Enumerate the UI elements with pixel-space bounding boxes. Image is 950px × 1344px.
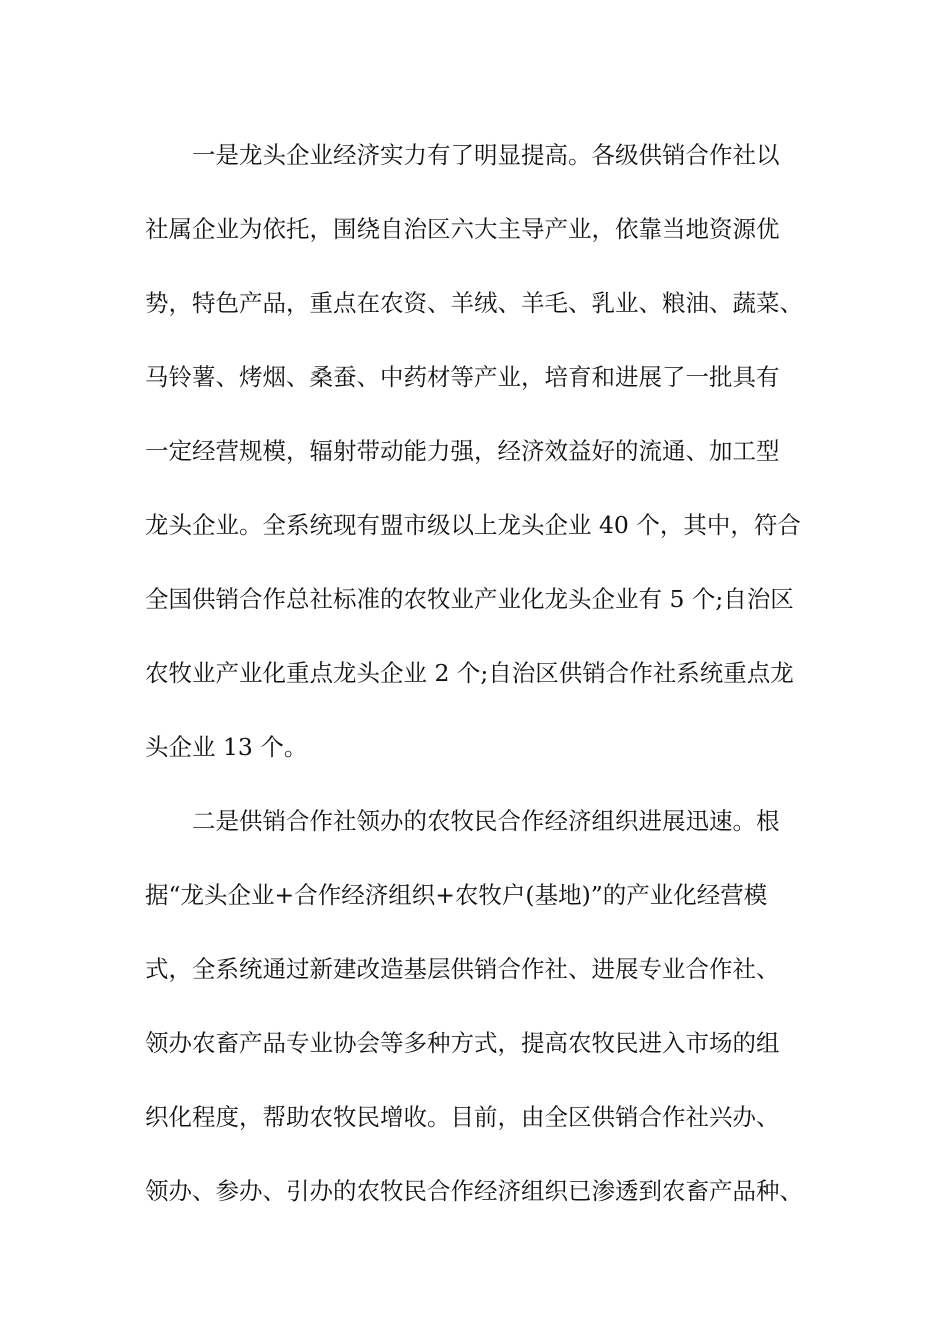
paragraph-2-line-4: 领办农畜产品专业协会等多种方式，提高农牧民进入市场的组	[145, 1029, 780, 1057]
paragraph-1-line-8: 农牧业产业化重点龙头企业 2 个;自治区供销合作社系统重点龙	[145, 659, 794, 687]
paragraph-1-line-4: 马铃薯、烤烟、桑蚕、中药材等产业，培育和进展了一批具有	[145, 363, 780, 391]
paragraph-1-line-2: 社属企业为依托，围绕自治区六大主导产业，依靠当地资源优	[145, 215, 780, 243]
paragraph-2-line-5: 织化程度，帮助农牧民增收。目前，由全区供销合作社兴办、	[145, 1103, 780, 1131]
paragraph-1-line-7: 全国供销合作总社标准的农牧业产业化龙头企业有 5 个;自治区	[145, 585, 794, 613]
paragraph-1-line-5: 一定经营规模，辐射带动能力强，经济效益好的流通、加工型	[145, 437, 780, 465]
paragraph-1-line-3: 势，特色产品，重点在农资、羊绒、羊毛、乳业、粮油、蔬菜、	[145, 289, 803, 317]
paragraph-2-line-1: 二是供销合作社领办的农牧民合作经济组织进展迅速。根	[192, 807, 780, 835]
paragraph-1-line-9: 头企业 13 个。	[145, 733, 308, 761]
paragraph-2-line-3: 式，全系统通过新建改造基层供销合作社、进展专业合作社、	[145, 955, 780, 983]
paragraph-2-line-6: 领办、参办、引办的农牧民合作经济组织已渗透到农畜产品种、	[145, 1177, 803, 1205]
paragraph-1-line-1: 一是龙头企业经济实力有了明显提高。各级供销合作社以	[192, 141, 780, 169]
paragraph-2-line-2: 据“龙头企业+合作经济组织+农牧户(基地)”的产业化经营模	[145, 881, 768, 909]
paragraph-1-line-6: 龙头企业。全系统现有盟市级以上龙头企业 40 个，其中，符合	[145, 511, 801, 539]
